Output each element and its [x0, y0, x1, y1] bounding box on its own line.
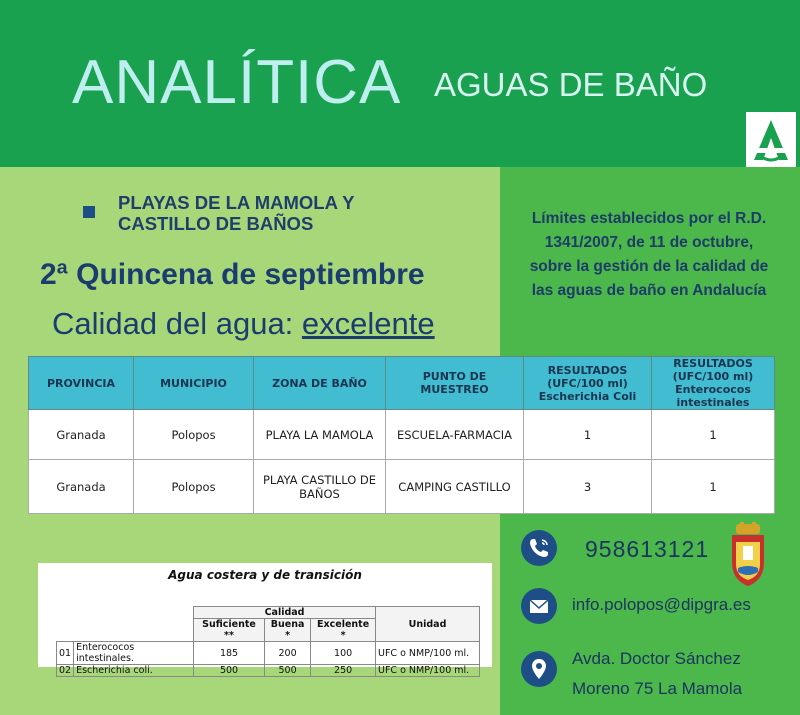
col-punto: PUNTO DE MUESTREO	[386, 357, 524, 410]
col-enterococos: RESULTADOS (UFC/100 ml) Enterococos intestinales	[652, 357, 775, 410]
table-row	[29, 460, 775, 514]
period-heading: 2ª Quincena de septiembre	[40, 258, 425, 291]
envelope-icon	[521, 588, 557, 624]
col-zona: ZONA DE BAÑO	[254, 357, 386, 410]
results-header-row	[29, 357, 775, 410]
unidad-header: Unidad	[376, 607, 480, 642]
blank-cell	[57, 619, 194, 642]
calidad-header: Calidad	[194, 607, 376, 619]
col-ecoli: RESULTADOS (UFC/100 ml) Escherichia Coli	[524, 357, 652, 410]
municipal-crest	[728, 522, 768, 588]
excelente-value: 100	[311, 642, 376, 665]
beaches-heading	[118, 192, 438, 234]
address	[572, 644, 792, 704]
quality-statement	[52, 306, 435, 342]
table-row	[57, 665, 480, 677]
cell-ecoli: 1	[524, 410, 652, 460]
cell-zona: PLAYA CASTILLO DE BAÑOS	[254, 460, 386, 514]
cell-provincia: Granada	[29, 460, 134, 514]
address-line-1: Avda. Doctor Sánchez	[572, 649, 741, 668]
col-provincia: PROVINCIA	[29, 357, 134, 410]
bullet-square-icon	[83, 206, 95, 218]
row-number: 02	[57, 665, 74, 677]
cell-municipio: Polopos	[134, 410, 254, 460]
parameter-name: Escherichia coli.	[74, 665, 194, 677]
buena-value: 200	[264, 642, 310, 665]
table-row	[29, 410, 775, 460]
cell-enterococos: 1	[652, 460, 775, 514]
excelente-header: Excelente *	[311, 619, 376, 642]
address-line-2: Moreno 75 La Mamola	[572, 679, 743, 698]
suficiente-value: 500	[194, 665, 265, 677]
cell-provincia: Granada	[29, 410, 134, 460]
page-subtitle: AGUAS DE BAÑO	[434, 66, 708, 103]
beaches-line-1: PLAYAS DE LA MAMOLA Y	[118, 192, 355, 213]
buena-value: 500	[264, 665, 310, 677]
excelente-value: 250	[311, 665, 376, 677]
cell-municipio: Polopos	[134, 460, 254, 514]
cell-enterococos: 1	[652, 410, 775, 460]
header-banner	[0, 0, 800, 167]
limits-note: Límites establecidos por el R.D. 1341/2007, de 11 de octubre, sobre la gestión de la calidad de las aguas de baño en Andalucía	[529, 210, 769, 299]
quality-value: excelente	[301, 306, 435, 341]
parameter-name: Enterococos intestinales.	[74, 642, 194, 665]
phone-number[interactable]: 958613121	[585, 536, 710, 562]
quality-label: Calidad del agua:	[52, 306, 302, 341]
results-table	[28, 356, 775, 514]
suficiente-value: 185	[194, 642, 265, 665]
standards-table	[56, 606, 480, 677]
table-row	[57, 642, 480, 665]
unidad-value: UFC o NMP/100 ml.	[376, 642, 480, 665]
cell-punto: CAMPING CASTILLO	[386, 460, 524, 514]
beaches-line-2: CASTILLO DE BAÑOS	[118, 213, 314, 234]
blank-cell	[57, 607, 194, 619]
unidad-value: UFC o NMP/100 ml.	[376, 665, 480, 677]
standards-box	[38, 563, 492, 676]
cell-zona: PLAYA LA MAMOLA	[254, 410, 386, 460]
email-link[interactable]: info.polopos@dipgra.es	[572, 595, 751, 614]
suficiente-header: Suficiente **	[194, 619, 265, 642]
row-number: 01	[57, 642, 74, 665]
location-pin-icon	[521, 651, 557, 687]
cell-ecoli: 3	[524, 460, 652, 514]
junta-andalucia-logo	[746, 112, 796, 168]
standards-title: Agua costera y de transición	[168, 568, 362, 582]
col-municipio: MUNICIPIO	[134, 357, 254, 410]
page-title: ANALÍTICA	[72, 48, 402, 117]
buena-header: Buena *	[264, 619, 310, 642]
standards-header-row	[57, 607, 480, 619]
cell-punto: ESCUELA-FARMACIA	[386, 410, 524, 460]
phone-icon	[521, 530, 557, 566]
